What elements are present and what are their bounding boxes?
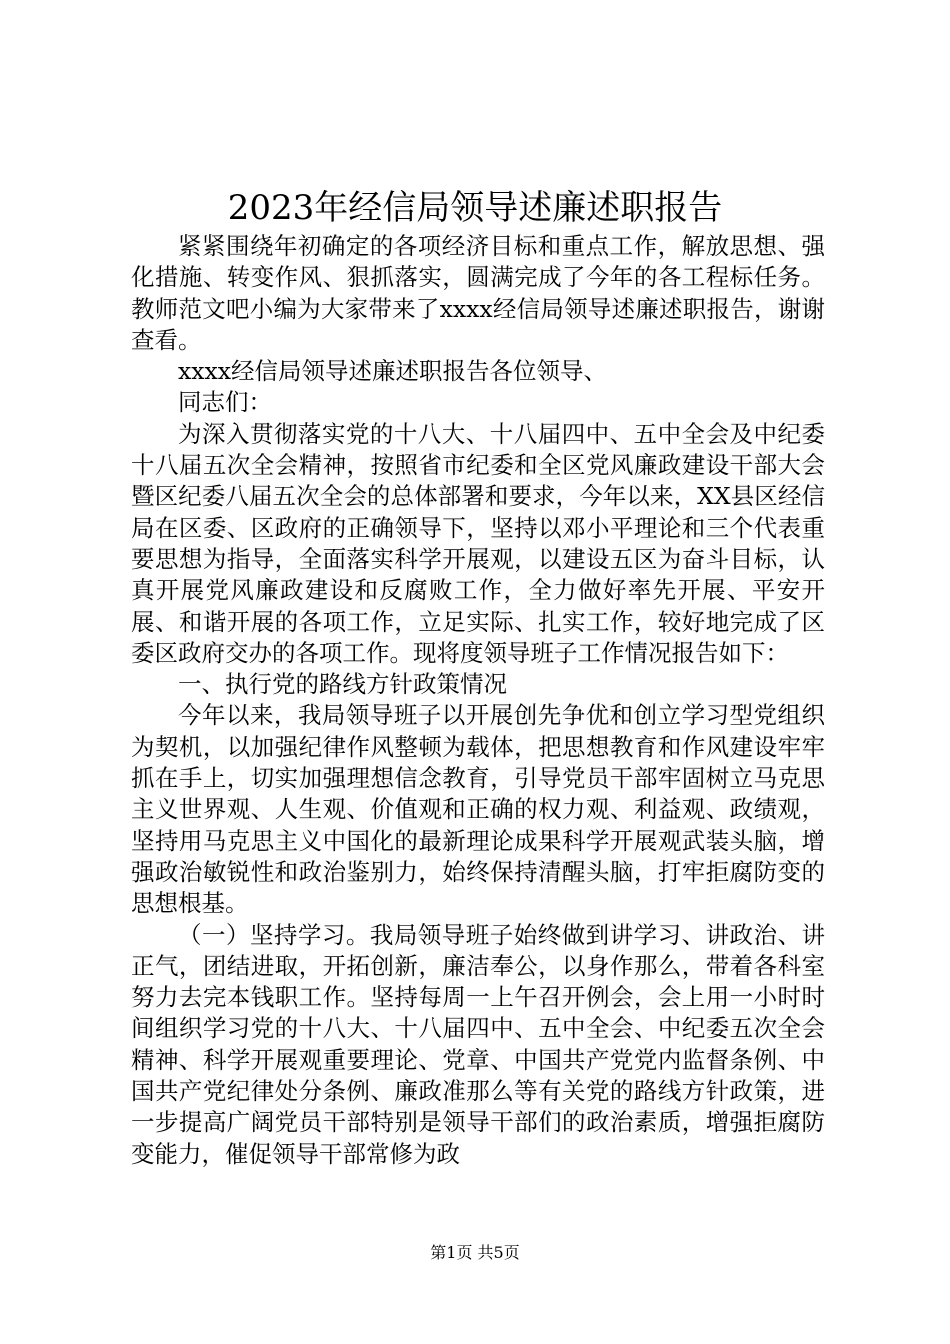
page-footer: 第1页 共5页 [430, 1243, 520, 1262]
section-heading-1: 一、执行党的路线方针政策情况 [178, 670, 507, 699]
paragraph-subsection-1: （一）坚持学习。我局领导班子始终做到讲学习、讲政治、讲正气，团结进取，开拓创新，廉洁奉公，以身作那么，带着各科室努力去完本钱职工作。坚持每周一上午召开例会，会上用一小时时间组织学习党的十八大、十八届四中、五中全会、中纪委五次全会精神、科学开展观重要理论、党章、中国共产党党内监督条例、中国共产党纪律处分条例、廉政准那么等有关党的路线方针政策，进一步提高广阔党员干部特别是领导干部们的政治素质，增强拒腐防变能力，催促领导干部常修为政 [131, 920, 825, 1168]
document-title: 2023年经信局领导述廉述职报告 [227, 188, 723, 228]
paragraph-salutation: xxxx经信局领导述廉述职报告各位领导、 [178, 357, 608, 386]
paragraph-intro: 紧紧围绕年初确定的各项经济目标和重点工作，解放思想、强化措施、转变作风、狠抓落实，圆满完成了今年的各工程标任务。教师范文吧小编为大家带来了xxxx经信局领导述廉述职报告，谢谢查看。 [131, 232, 825, 354]
paragraph-section-1: 今年以来，我局领导班子以开展创先争优和创立学习型党组织为契机，以加强纪律作风整顿为载体，把思想教育和作风建设牢牢抓在手上，切实加强理想信念教育，引导党员干部牢固树立马克思主义世界观、人生观、价值观和正确的权力观、利益观、政绩观，坚持用马克思主义中国化的最新理论成果科学开展观武装头脑，增强政治敏锐性和政治鉴别力，始终保持清醒头脑，打牢拒腐防变的思想根基。 [131, 701, 825, 918]
paragraph-greeting: 同志们： [178, 388, 272, 417]
paragraph-overview: 为深入贯彻落实党的十八大、十八届四中、五中全会及中纪委十八届五次全会精神，按照省市纪委和全区党风廉政建设干部大会暨区纪委八届五次全会的总体部署和要求，今年以来，XX县区经信局在区委、区政府的正确领导下，坚持以邓小平理论和三个代表重要思想为指导，全面落实科学开展观，以建设五区为奋斗目标，认真开展党风廉政建设和反腐败工作，全力做好率先开展、平安开展、和谐开展的各项工作，立足实际、扎实工作，较好地完成了区委区政府交办的各项工作。现将度领导班子工作情况报告如下： [131, 419, 825, 667]
document-body [131, 231, 825, 1170]
